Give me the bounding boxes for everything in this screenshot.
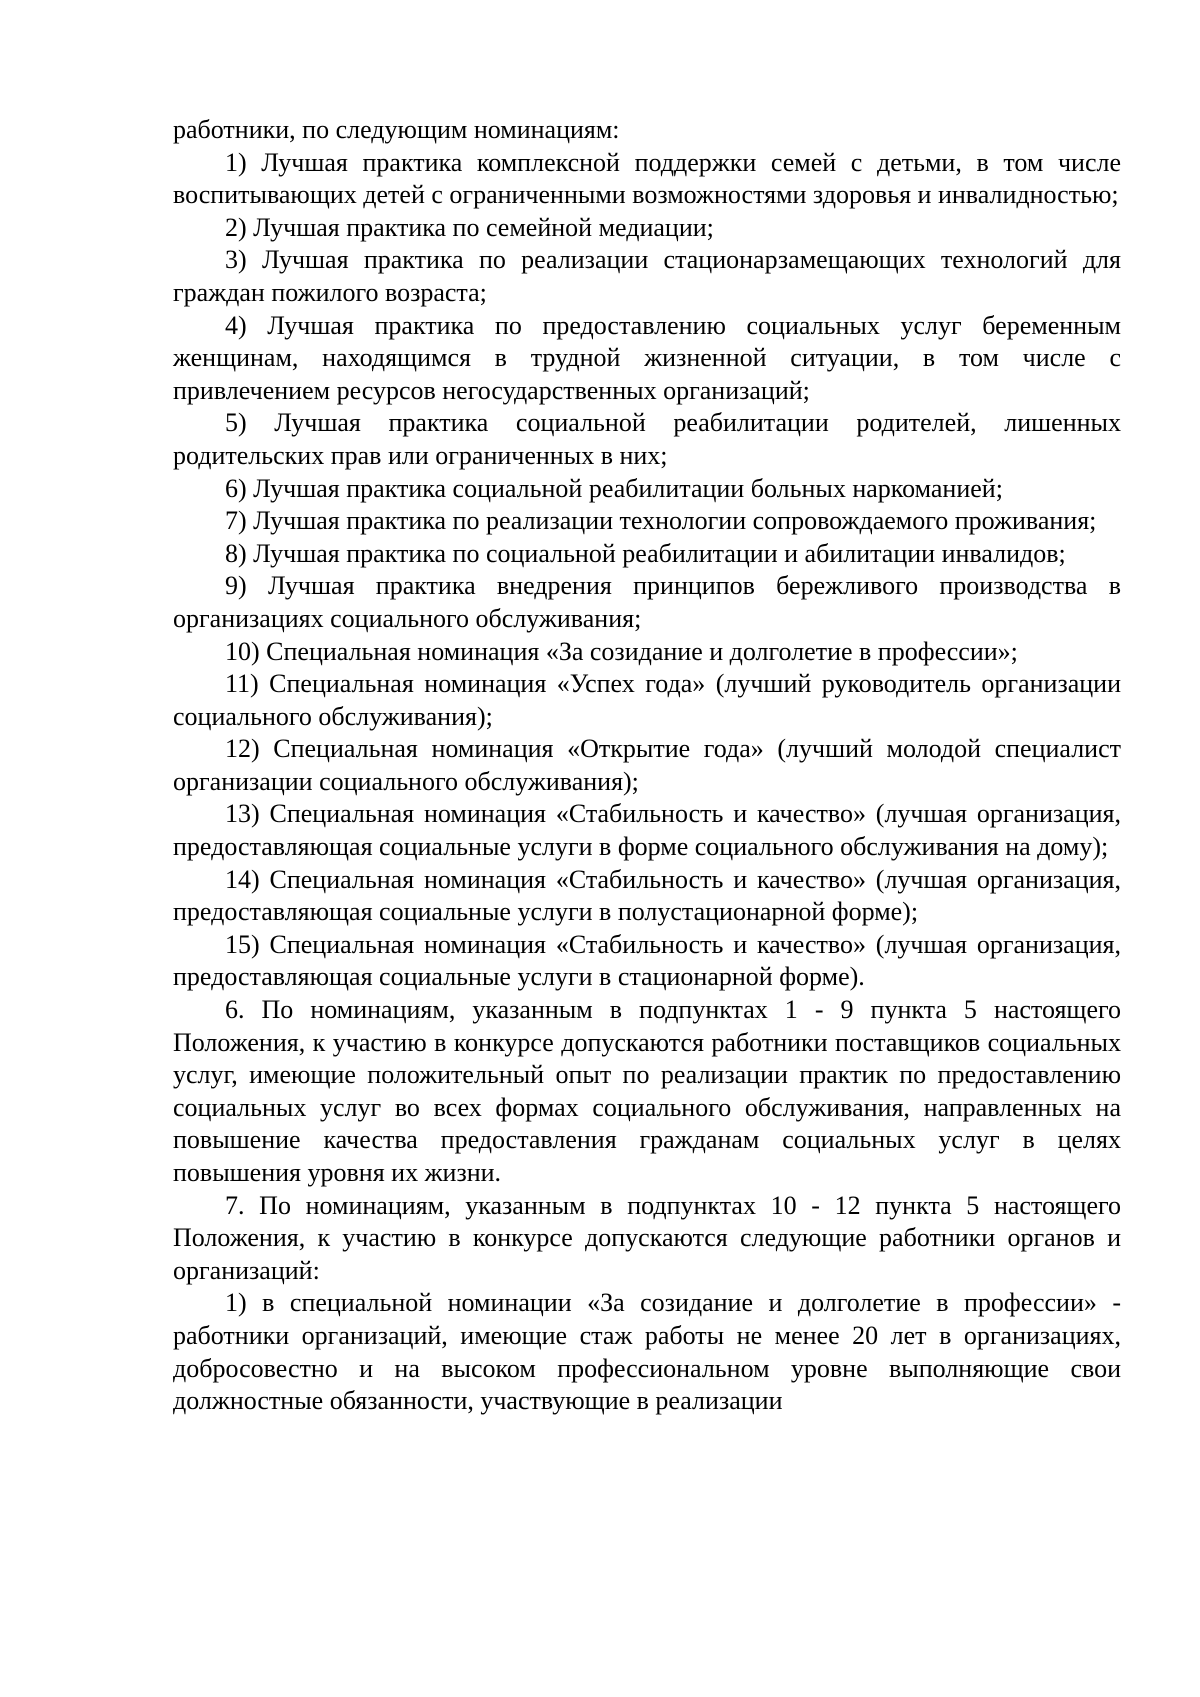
list-item-nomination-7: 7) Лучшая практика по реализации технологии сопровождаемого проживания; (225, 506, 1097, 536)
list-item-nomination-8: 8) Лучшая практика по социальной реабилитации и абилитации инвалидов; (225, 538, 1066, 568)
paragraph-clause-6: 6. По номинациям, указанным в подпунктах 1 - 9 пункта 5 настоящего Положения, к участию в конкурсе допускаются работники поставщиков социальных услуг, имеющие положительный опыт по реализации практик по предоставлению социальных услуг во всех формах социального обслуживания, направленных на повышение качества предоставления гражданам социальных услуг в целях повышения уровня их жизни. (173, 995, 1121, 1187)
list-item-nomination-13: 13) Специальная номинация «Стабильность и качество» (лучшая организация, предоставляющая социальные услуги в форме социального обслуживания на дому); (173, 799, 1121, 862)
paragraph-nominations-intro: работники, по следующим номинациям: (173, 115, 620, 144)
list-item-nomination-14: 14) Специальная номинация «Стабильность и качество» (лучшая организация, предоставляющая социальные услуги в полустационарной форме); (173, 864, 1121, 927)
list-item-nomination-12: 12) Специальная номинация «Открытие года» (лучший молодой специалист организации социального обслуживания); (173, 734, 1121, 796)
document-body (173, 114, 1121, 1418)
list-item-nomination-2: 2) Лучшая практика по семейной медиации; (225, 212, 714, 242)
list-item-nomination-5: 5) Лучшая практика социальной реабилитации родителей, лишенных родительских прав или ограниченных в них; (173, 408, 1121, 470)
paragraph-clause-7: 7. По номинациям, указанным в подпунктах 10 - 12 пункта 5 настоящего Положения, к участию в конкурсе допускаются следующие работники органов и организаций: (173, 1190, 1121, 1285)
list-item-nomination-3: 3) Лучшая практика по реализации стационарзамещающих технологий для граждан пожилого возраста; (173, 245, 1121, 307)
list-item-nomination-11: 11) Специальная номинация «Успех года» (лучший руководитель организации социального обслуживания); (173, 669, 1121, 731)
list-item-nomination-4: 4) Лучшая практика по предоставлению социальных услуг беременным женщинам, находящимся в трудной жизненной ситуации, в том числе с привлечением ресурсов негосударственных организаций; (173, 310, 1121, 405)
list-item-nomination-10: 10) Специальная номинация «За созидание и долголетие в профессии»; (225, 636, 1018, 666)
list-item-nomination-15: 15) Специальная номинация «Стабильность и качество» (лучшая организация, предоставляющая социальные услуги в стационарной форме). (173, 929, 1121, 992)
list-item-nomination-1: 1) Лучшая практика комплексной поддержки семей с детьми, в том числе воспитывающих детей с ограниченными возможностями здоровья и инвалидностью; (173, 147, 1121, 210)
list-item-nomination-9: 9) Лучшая практика внедрения принципов бережливого производства в организациях социального обслуживания; (173, 571, 1121, 633)
list-item-clause-7-1: 1) в специальной номинации «За созидание и долголетие в профессии» - работники организаций, имеющие стаж работы не менее 20 лет в организациях, добросовестно и на высоком профессиональном уровне выполняющие свои должностные обязанности, участвующие в реализации (173, 1288, 1121, 1416)
list-item-nomination-6: 6) Лучшая практика социальной реабилитации больных наркоманией; (225, 473, 1003, 503)
